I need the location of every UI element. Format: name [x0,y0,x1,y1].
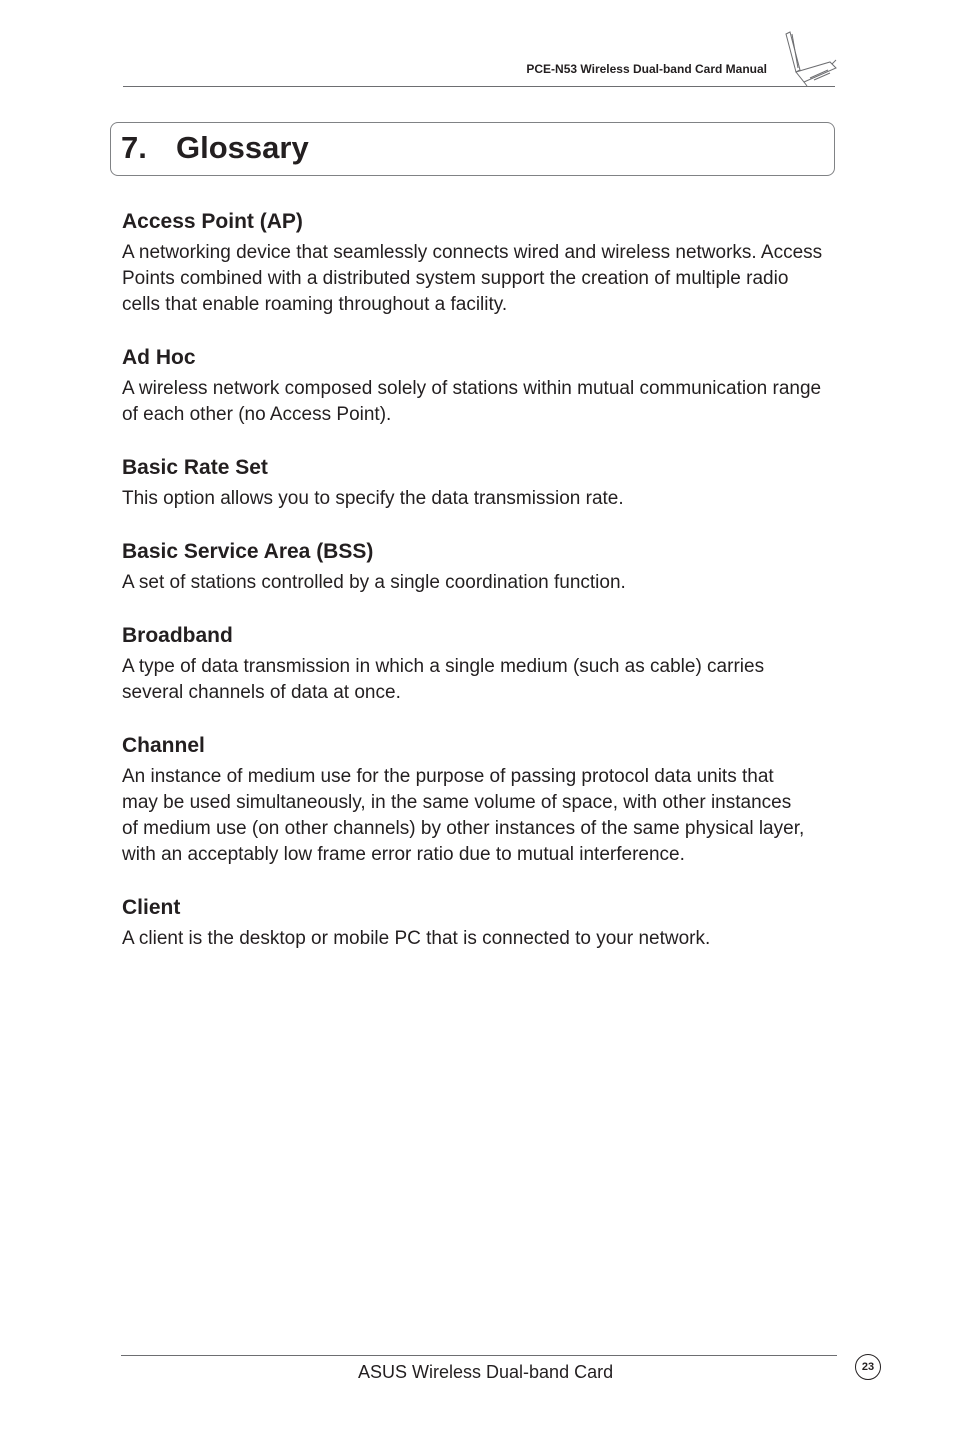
definition-line: Points combined with a distributed system support the creation of multiple radio [122,268,789,289]
page-number-badge: 23 [855,1354,881,1380]
header-rule [123,86,835,87]
glossary-term: Channel [122,734,205,757]
definition-line: may be used simultaneously, in the same volume of space, with other instances [122,792,792,813]
glossary-term: Ad Hoc [122,346,196,369]
definition-line: A wireless network composed solely of stations within mutual communication range [122,378,822,399]
glossary-entry [122,343,844,428]
glossary-entry [122,537,844,596]
definition-line: This option allows you to specify the data transmission rate. [122,488,624,509]
glossary-definition [122,654,844,706]
glossary-term: Client [122,896,181,919]
glossary-definition [122,764,844,868]
glossary-entry [122,453,844,512]
definition-line: A set of stations controlled by a single coordination function. [122,572,626,593]
glossary-entry [122,893,844,952]
pci-card-icon [780,30,838,88]
definition-line: An instance of medium use for the purpose of passing protocol data units that [122,766,774,787]
definition-line: cells that enable roaming throughout a facility. [122,294,508,315]
glossary-entry [122,621,844,706]
definition-line: A client is the desktop or mobile PC that is connected to your network. [122,928,711,949]
glossary-definition [122,240,844,318]
glossary-definition [122,376,844,428]
glossary-entry [122,731,844,868]
glossary-entry [122,207,844,318]
definition-line: of each other (no Access Point). [122,404,392,425]
glossary-term: Basic Service Area (BSS) [122,540,374,563]
definition-line: with an acceptably low frame error ratio due to mutual interference. [122,844,685,865]
section-number: 7. [121,130,147,165]
glossary-term: Basic Rate Set [122,456,268,479]
definition-line: A type of data transmission in which a single medium (such as cable) carries [122,656,765,677]
header-title: PCE-N53 Wireless Dual-band Card Manual [526,62,767,76]
definition-line: several channels of data at once. [122,682,401,703]
glossary-term: Broadband [122,624,233,647]
glossary-list [122,207,844,977]
footer-rule [121,1355,837,1356]
glossary-definition [122,486,844,512]
definition-line: A networking device that seamlessly connects wired and wireless networks. Access [122,242,823,263]
glossary-definition [122,570,844,596]
footer-title: ASUS Wireless Dual-band Card [358,1362,614,1382]
glossary-definition [122,926,844,952]
definition-line: of medium use (on other channels) by other instances of the same physical layer, [122,818,805,839]
page-title: Glossary [176,130,309,165]
glossary-term: Access Point (AP) [122,210,303,233]
